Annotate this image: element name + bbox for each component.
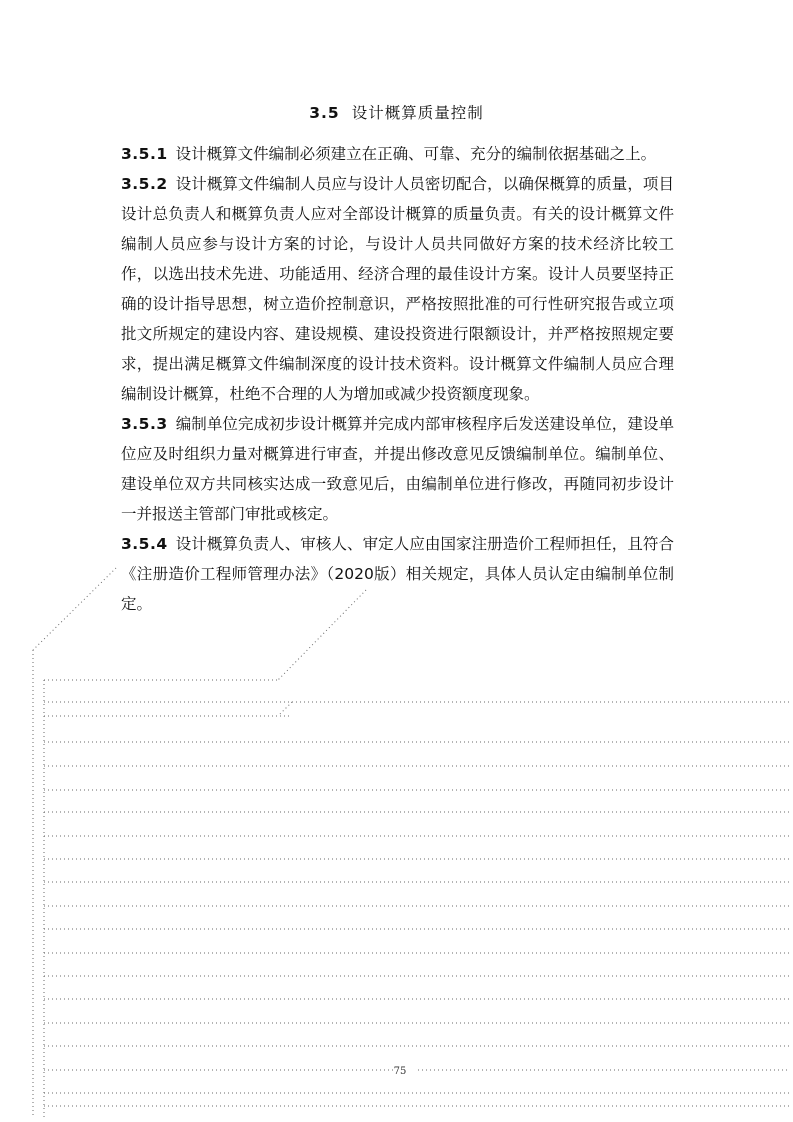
clause-3-5-3 [121,409,674,529]
clause-text: 设计概算文件编制人员应与设计人员密切配合，以确保概算的质量，项目设计总负责人和概算负责人应对全部设计概算的质量负责。有关的设计概算文件编制人员应参与设计方案的讨论，与设计人员共同做好方案的技术经济比较工作，以选出技术先进、功能适用、经济合理的最佳设计方案。设计人员要坚持正确的设计指导思想，树立造价控制意识，严格按照批准的可行性研究报告或立项批文所规定的建设内容、建设规模、建设投资进行限额设计，并严格按照规定要求，提出满足概算文件编制深度的设计技术资料。设计概算文件编制人员应合理编制设计概算，杜绝不合理的人为增加或减少投资额度现象。 [121,175,674,403]
clause-text: 设计概算文件编制必须建立在正确、可靠、充分的编制依据基础之上。 [175,145,657,163]
clause-number: 3.5.4 [121,535,168,553]
clause-3-5-4 [121,529,674,619]
section-title: 设计概算质量控制 [351,104,484,122]
dotted-notch [280,702,292,714]
section-heading [0,101,793,123]
clause-3-5-2 [121,169,674,409]
clause-list [121,139,674,619]
clause-text: 设计概算负责人、审核人、审定人应由国家注册造价工程师担任，且符合《注册造价工程师管理办法》（2020版）相关规定，具体人员认定由编制单位制定。 [121,535,674,613]
page-number: 75 [393,1066,407,1077]
dotted-diagonal-left [33,568,116,650]
clause-number: 3.5.2 [121,175,168,193]
section-number: 3.5 [309,104,340,122]
clause-number: 3.5.3 [121,415,168,433]
clause-3-5-1 [121,139,674,169]
clause-number: 3.5.1 [121,145,168,163]
clause-text: 编制单位完成初步设计概算并完成内部审核程序后发送建设单位，建设单位应及时组织力量对概算进行审查，并提出修改意见反馈编制单位。编制单位、建设单位双方共同核实达成一致意见后，由编制单位进行修改，再随同初步设计一并报送主管部门审批或核定。 [121,415,674,523]
